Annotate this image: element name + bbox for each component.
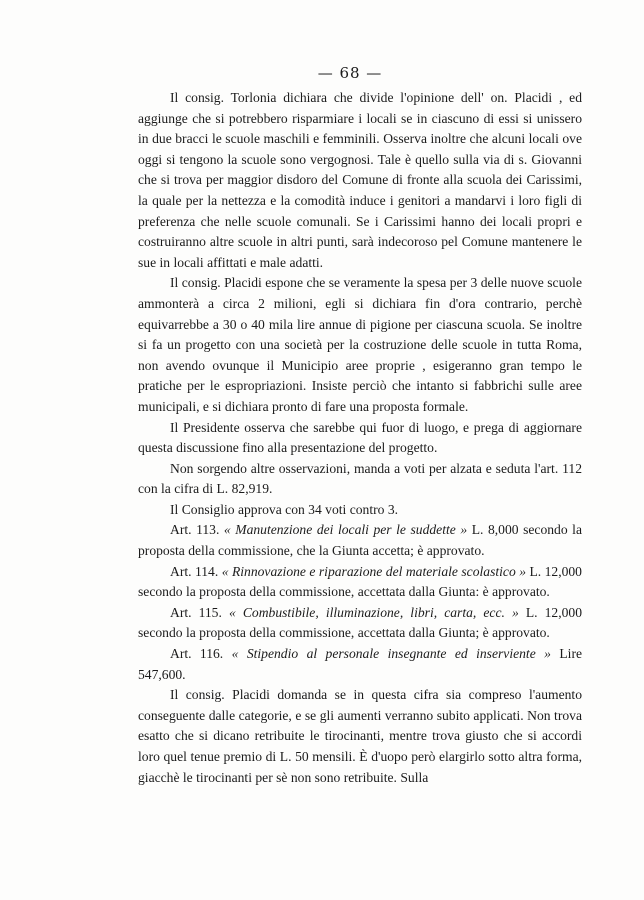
paragraph-art-114 (138, 562, 582, 603)
paragraph-art-113 (138, 520, 582, 561)
art-113-title: « Manutenzione dei locali per le suddette » (223, 522, 468, 538)
paragraph-art-116 (138, 644, 582, 685)
art-115-detail: L. 12,000 secondo la proposta della commissione, accettata dalla Giunta; è approvato. (138, 604, 582, 641)
paragraph-placidi-categories: Il consig. Placidi domanda se in questa cifra sia compreso l'aumento conseguente dalle categorie, e se gli aumenti verranno subito applicati. Non trova esatto che si dicano retribuite le tirocinanti, mentre trova giusto che si accordi loro quel tenue premio di L. 50 mensili. È d'uopo però elargirlo sotto altra forma, giacchè le tirocinanti per sè non sono retribuite. Sulla (138, 687, 582, 785)
art-116-detail: Lire 547,600. (138, 646, 582, 682)
art-115-title: « Combustibile, illuminazione, libri, carta, ecc. » (228, 604, 519, 620)
page-number: — 68 — (317, 64, 383, 82)
art-114-number: Art. 114. (170, 563, 222, 579)
paragraph-placidi-expense: Il consig. Placidi espone che se veramente la spesa per 3 delle nuove scuole ammonterà a circa 2 milioni, egli si dichiara fin d'ora contrario, perchè equivarrebbe a 30 o 40 mila lire annue di pigione per ciascuna scuola. Se inoltre si fa un progetto con una società per la costruzione delle scuole in tutta Roma, non avendo ovunque il Municipio aree proprie , esigeranno gran tempo le pratiche per le espropriazioni. Insiste perciò che intanto si fabbrichi sulle aree municipali, e si dichiara pronto di fare una proposta formale. (138, 275, 582, 414)
art-113-number: Art. 113. (170, 522, 224, 538)
body-text (138, 88, 582, 788)
art-116-title: « Stipendio al personale insegnante ed inserviente » (231, 646, 551, 662)
art-114-title: « Rinnovazione e riparazione del materiale scolastico » (221, 563, 526, 579)
art-113-detail: L. 8,000 secondo la proposta della commissione, che la Giunta accetta; è approvato. (138, 522, 582, 559)
paragraph-presidente: Il Presidente osserva che sarebbe qui fuor di luogo, e prega di aggiornare questa discussione fino alla presentazione del progetto. (138, 419, 582, 456)
paragraph-vote-art-112: Non sorgendo altre osservazioni, manda a voti per alzata e seduta l'art. 112 con la cifra di L. 82,919. (138, 460, 582, 497)
paragraph-art-115 (138, 603, 582, 644)
art-115-number: Art. 115. (170, 604, 229, 620)
art-116-number: Art. 116. (170, 646, 232, 662)
paragraph-approval: Il Consiglio approva con 34 voti contro 3. (170, 501, 399, 517)
paragraph-torlonia: Il consig. Torlonia dichiara che divide l'opinione dell' on. Placidi , ed aggiunge che si potrebbero risparmiare i locali se in ciascuno di essi si unissero in due bracci le scuole maschili e femminili. Osserva inoltre che alcuni locali ove oggi si tengono la scuole sono vergognosi. Tale è quello sulla via di s. Giovanni che si trova per maggior disdoro del Comune di fronte alla scuola dei Carissimi, la quale per la nettezza e la comodità induce i genitori a mandarvi i loro figli di preferenza che nelle scuole comunali. Se i Carissimi hanno dei locali propri e costruiranno altre scuole in altri punti, sarà indecoroso pel Comune mantenere le sue in locali affittati e male adatti. (138, 90, 582, 270)
art-114-detail: L. 12,000 secondo la proposta della commissione, accettata dalla Giunta: è approvato. (138, 563, 582, 600)
